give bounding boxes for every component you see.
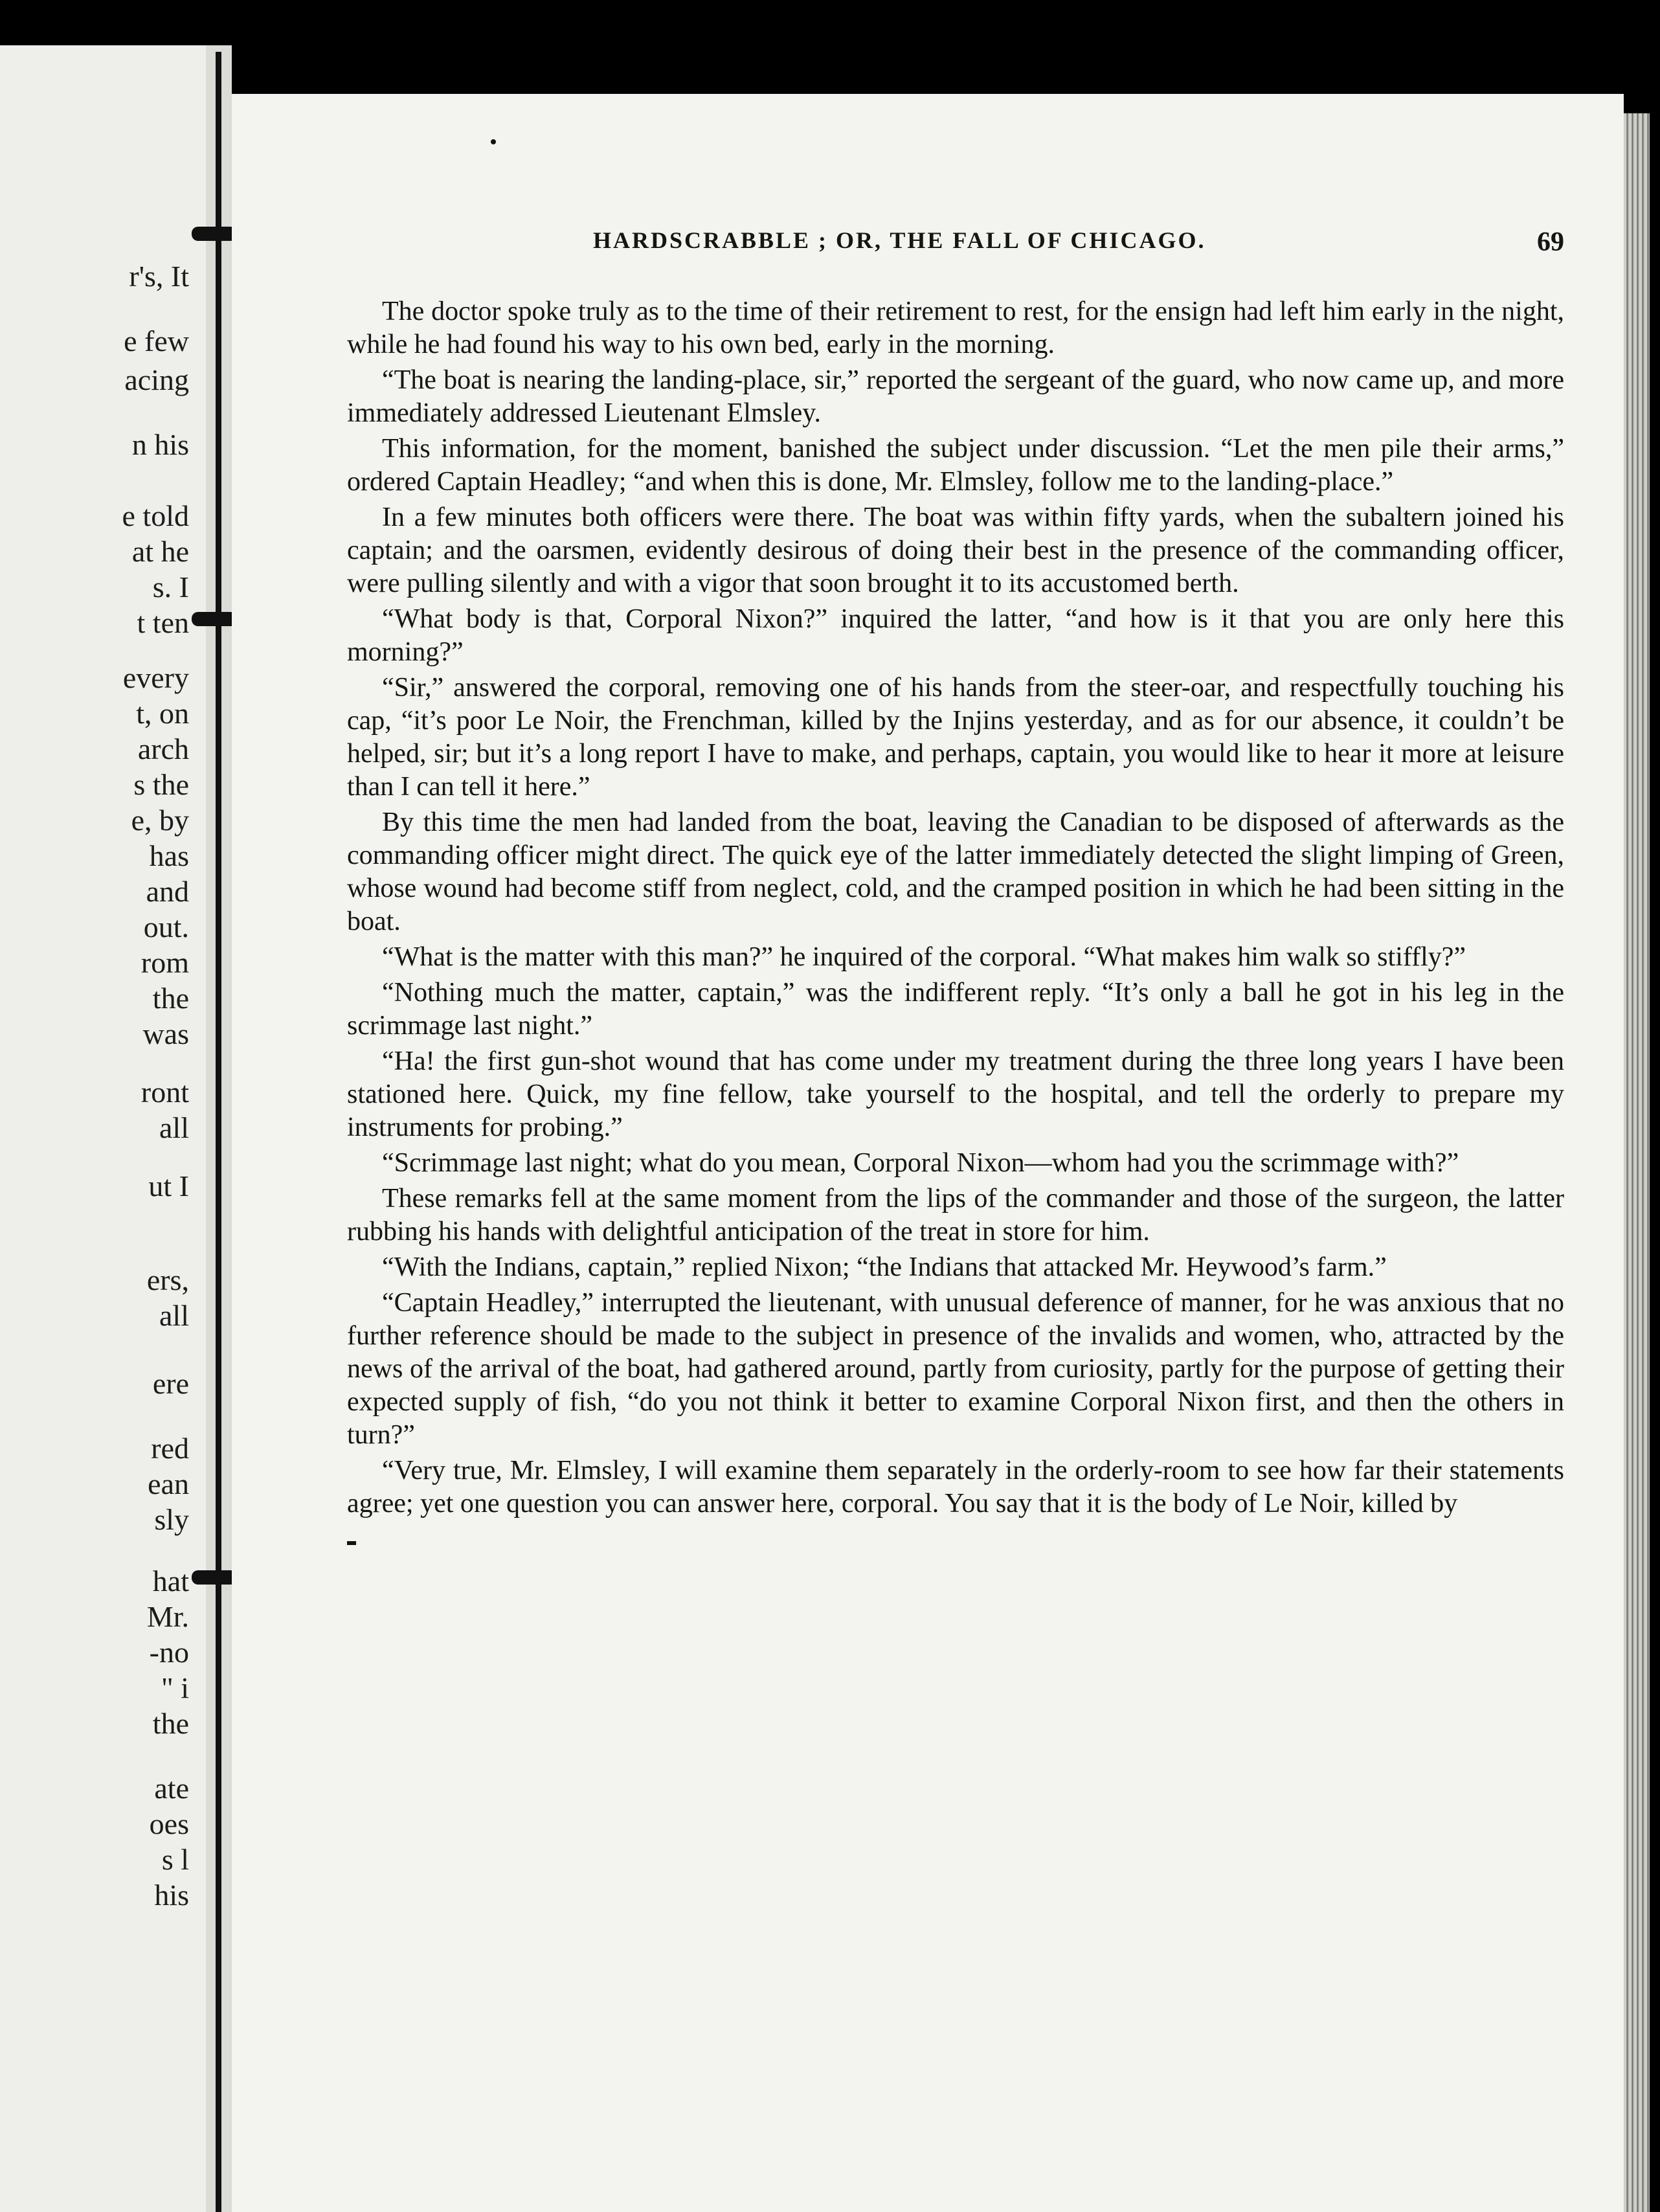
body-paragraph: “Captain Headley,” interrupted the lieutenant, with unusual deference of manner, for he was anxious that no further reference should be made to the subject in presence of the invalids and women, who, attracted by the news of the arrival of the boat, had gathered around, partly from curiosity, partly for the purpose of getting their expected supply of fish, “do you not think it better to examine Corporal Nixon first, and then the others in turn?” [347,1288,1564,1450]
previous-page-line-fragment: hat [152,1564,189,1597]
body-paragraph: “Very true, Mr. Elmsley, I will examine them separately in the orderly-room to see how far their statements agree; yet one question you can answer here, corporal. You say that it is the body of Le Noir, killed by [347,1456,1564,1518]
previous-page-sliver [0,45,207,2212]
body-paragraph: These remarks fell at the same moment from the lips of the commander and those of the surgeon, the latter rubbing his hands with delightful anticipation of the treat in store for him. [347,1184,1564,1247]
previous-page-line-fragment: has [149,839,189,872]
previous-page-line-fragment: rom [140,946,189,979]
previous-page-line-fragment: Mr. [146,1600,189,1633]
previous-page-line-fragment: the [152,1707,189,1740]
previous-page-line-fragment: all [159,1111,189,1144]
previous-page-line-fragment: every [122,661,189,694]
previous-page-line-fragment: s the [133,768,189,801]
previous-page-line-fragment: t, on [136,697,189,730]
body-paragraph: This information, for the moment, banished the subject under discussion. “Let the men pile their arms,” ordered Captain Headley; “and when this is done, Mr. Elmsley, follow me to the landing-place.” [347,434,1564,497]
previous-page-line-fragment: red [151,1432,189,1465]
body-paragraph: The doctor spoke truly as to the time of their retirement to rest, for the ensign had left him early in the night, while he had found his way to his own bed, early in the morning. [347,297,1564,359]
body-paragraph: “With the Indians, captain,” replied Nixon; “the Indians that attacked Mr. Heywood’s farm.” [382,1252,1387,1282]
previous-page-line-fragment: ere [152,1367,189,1400]
previous-page-line-fragment: t ten [137,606,189,639]
previous-page-line-fragment: s. I [152,570,189,604]
previous-page-line-fragment: r's, It [129,260,189,293]
running-title: HARDSCRABBLE ; OR, THE FALL OF CHICAGO. [593,227,1206,253]
previous-page-line-fragment: s l [161,1843,189,1876]
binding-stitch-line [216,52,221,2212]
previous-page-line-fragment: e told [122,499,189,532]
body-paragraph: In a few minutes both officers were there. The boat was within fifty yards, when the subaltern joined his captain; and the oarsmen, evidently desirous of doing their best in the presence of the commanding officer, were pulling silently and with a vigor that soon brought it to its accustomed berth. [347,502,1564,598]
page-block-edge [1624,113,1650,2212]
body-paragraph: “Scrimmage last night; what do you mean, Corporal Nixon—whom had you the scrimmage with?” [382,1148,1459,1178]
body-paragraph: “The boat is nearing the landing-place, sir,” reported the sergeant of the guard, who now came up, and more immediately addressed Lieutenant Elmsley. [347,365,1564,428]
body-paragraph: “Sir,” answered the corporal, removing one of his hands from the steer-oar, and respectfully touching his cap, “it’s poor Le Noir, the Frenchman, killed by the Injins yesterday, and as for our absence, it couldn’t be helped, sir; but it’s a long report I have to make, and perhaps, captain, you would like to hear it more at leisure than I can tell it here.” [347,673,1564,802]
body-text [347,295,1564,1520]
previous-page-line-fragment: his [154,1879,189,1912]
previous-page-line-fragment: -no [149,1636,189,1669]
previous-page-line-fragment: at he [131,535,189,568]
body-paragraph: “Ha! the first gun-shot wound that has come under my treatment during the three long years I have been stationed here. Quick, my fine fellow, take yourself to the hospital, and tell the orderly to prepare my instruments for probing.” [347,1046,1564,1142]
previous-page-line-fragment: the [152,982,189,1015]
body-paragraph: By this time the men had landed from the boat, leaving the Canadian to be disposed of afterwards as the commanding officer might direct. The quick eye of the latter immediately detected the slight limping of Green, whose wound had become stiff from neglect, cold, and the cramped position in which he had been sitting in the boat. [347,807,1564,936]
previous-page-line-fragment: oes [149,1807,189,1840]
previous-page-line-fragment: all [159,1299,189,1332]
previous-page-line-fragment: n his [131,428,189,461]
ink-speck [491,139,496,144]
body-paragraph: “What body is that, Corporal Nixon?” inquired the latter, “and how is it that you are only here this morning?” [347,604,1564,667]
body-paragraph: “Nothing much the matter, captain,” was the indifferent reply. “It’s only a ball he got in his leg in the scrimmage last night.” [347,978,1564,1041]
previous-page-line-fragment: sly [154,1503,189,1536]
page-content [347,227,1564,1523]
previous-page-line-fragment: e, by [131,804,189,837]
running-head [347,227,1564,272]
previous-page-line-fragment: and [146,875,189,908]
previous-page-line-fragment: ate [154,1772,189,1805]
binding-stitch [192,1570,237,1585]
previous-page-line-fragment: ean [148,1467,189,1500]
previous-page-line-fragment: ers, [146,1263,189,1296]
current-page [232,94,1624,2212]
previous-page-line-fragment: out. [143,910,189,943]
previous-page-line-fragment: " i [161,1671,189,1704]
body-paragraph: “What is the matter with this man?” he inquired of the corporal. “What makes him walk so stiffly?” [382,942,1466,972]
previous-page-line-fragment: arch [137,732,189,765]
binding-stitch [192,227,237,241]
binding-stitch [192,612,237,626]
previous-page-line-fragment: e few [124,324,189,357]
page-number: 69 [1537,227,1564,257]
previous-page-line-fragment: acing [124,363,189,396]
previous-page-line-fragment: ront [140,1076,189,1109]
previous-page-line-fragment: was [142,1017,189,1050]
previous-page-line-fragment: ut I [148,1169,189,1202]
margin-dash-mark [347,1541,356,1545]
